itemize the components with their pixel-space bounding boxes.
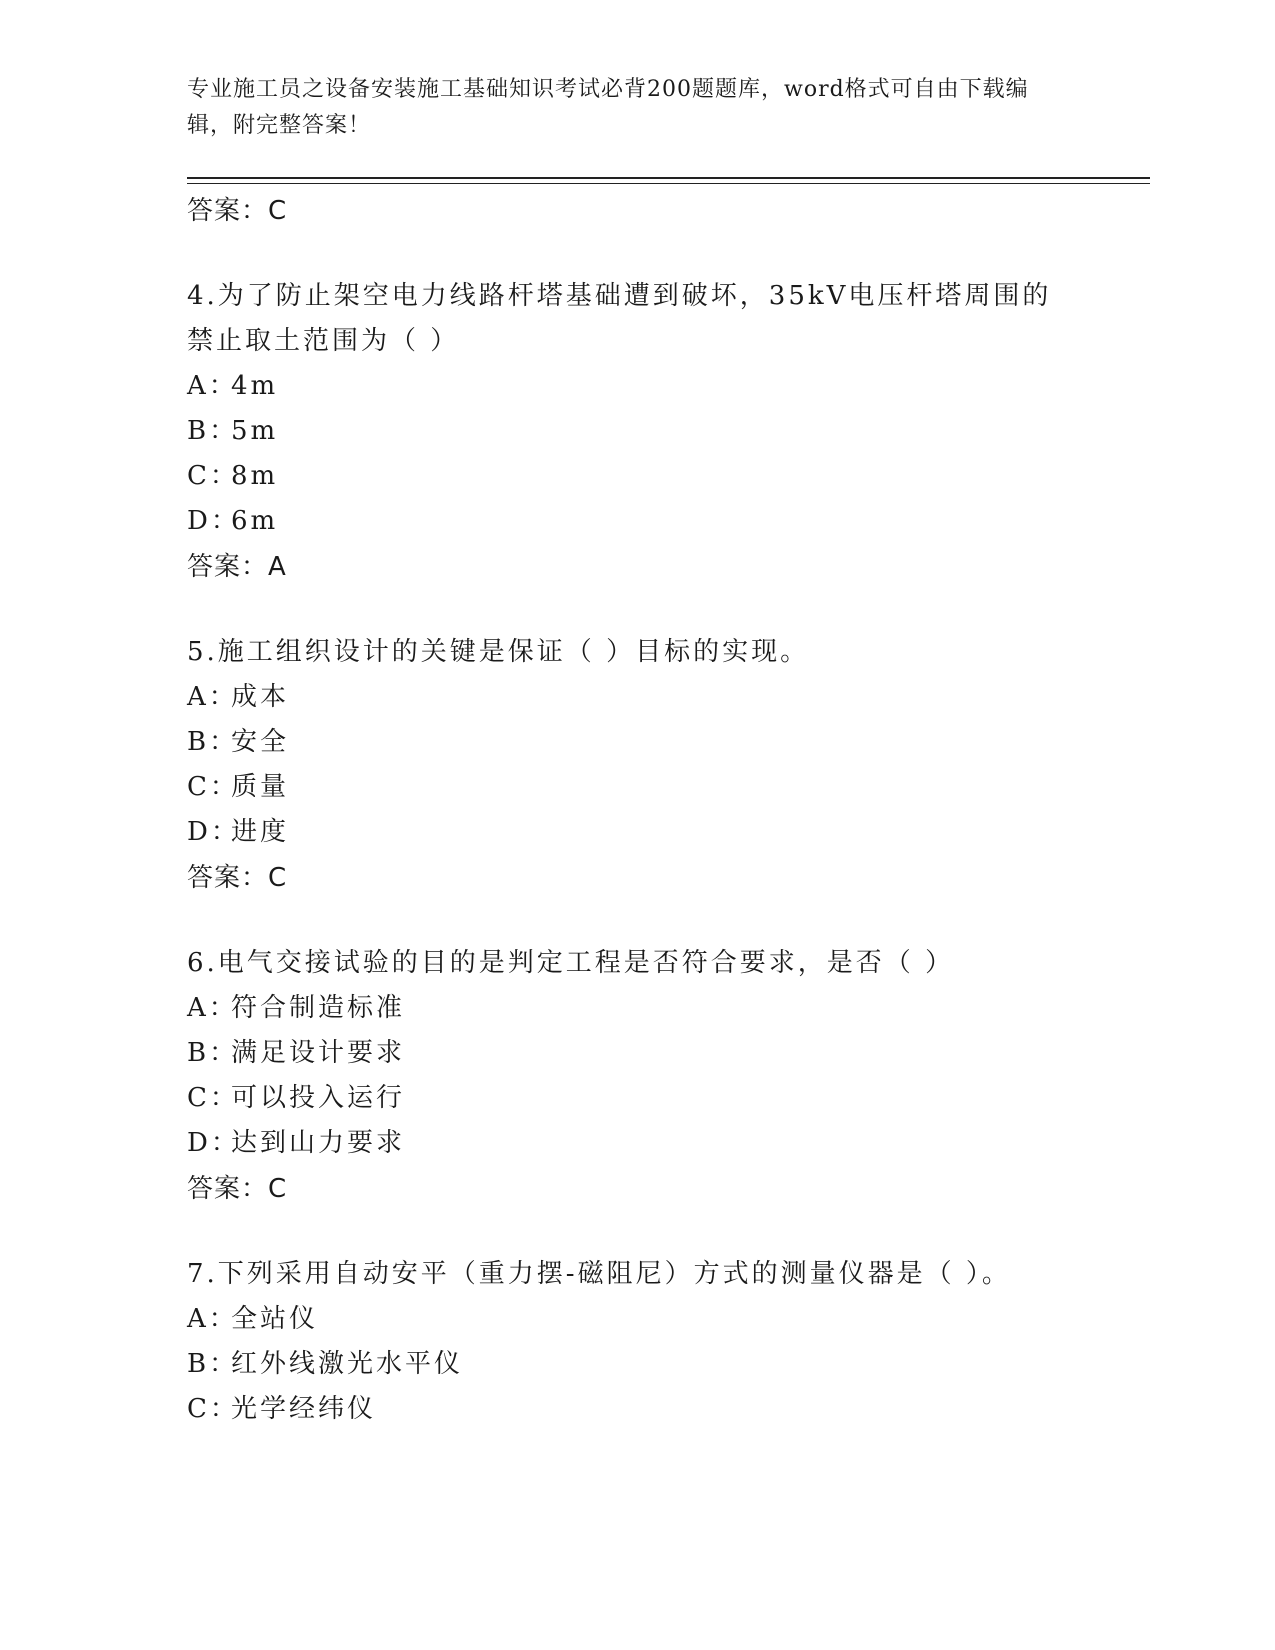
option-text: 达到山力要求 <box>231 1128 406 1158</box>
option-c <box>187 1076 1087 1121</box>
option-key: A： <box>187 1304 238 1334</box>
option-text: 成本 <box>231 682 290 712</box>
option-key: C： <box>187 772 239 802</box>
option-c <box>187 1387 1087 1432</box>
option-text: 全站仪 <box>231 1304 319 1334</box>
option-key: A： <box>187 371 238 401</box>
option-key: C： <box>187 461 239 491</box>
question-text: 5.施工组织设计的关键是保证（ ）目标的实现。 <box>187 637 810 667</box>
option-a <box>187 986 1087 1031</box>
option-text: 5m <box>231 416 279 446</box>
option-text: 红外线激光水平仪 <box>231 1349 464 1379</box>
option-text: 光学经纬仪 <box>231 1394 377 1424</box>
option-b <box>187 409 1087 454</box>
header-divider <box>187 177 1150 179</box>
option-text: 4m <box>231 371 279 401</box>
option-text: 质量 <box>231 772 290 802</box>
option-a <box>187 675 1087 720</box>
option-key: A： <box>187 682 238 712</box>
option-key: B： <box>187 727 239 757</box>
option-key: B： <box>187 1038 239 1068</box>
option-a <box>187 1297 1087 1342</box>
option-text: 6m <box>231 506 279 536</box>
header-divider-thin <box>187 183 1150 184</box>
question-text: 4.为了防止架空电力线路杆塔基础遭到破坏，35kV电压杆塔周围的禁止取土范围为（ ） <box>187 281 1052 356</box>
answer-line: 答案：A <box>187 552 287 582</box>
option-key: C： <box>187 1083 239 1113</box>
option-c <box>187 454 1087 499</box>
question-block <box>187 941 1087 1204</box>
option-key: A： <box>187 993 238 1023</box>
option-text: 可以投入运行 <box>231 1083 406 1113</box>
option-d <box>187 499 1087 544</box>
option-key: C： <box>187 1394 239 1424</box>
option-c <box>187 765 1087 810</box>
option-text: 满足设计要求 <box>231 1038 406 1068</box>
option-a <box>187 364 1087 409</box>
option-text: 进度 <box>231 817 290 847</box>
question-text: 6.电气交接试验的目的是判定工程是否符合要求，是否（ ） <box>187 948 955 978</box>
option-text: 符合制造标准 <box>231 993 406 1023</box>
document-header: 专业施工员之设备安装施工基础知识考试必背200题题库，word格式可自由下载编辑，附完整答案！ <box>187 77 1029 138</box>
answer-line: 答案：C <box>187 1174 288 1204</box>
option-key: D： <box>187 506 240 536</box>
option-key: D： <box>187 817 240 847</box>
option-key: B： <box>187 416 239 446</box>
answer-line: 答案：C <box>187 196 288 226</box>
answer-line: 答案：C <box>187 863 288 893</box>
option-b <box>187 720 1087 765</box>
question-block <box>187 274 1087 582</box>
option-b <box>187 1342 1087 1387</box>
question-block <box>187 630 1087 893</box>
question-block <box>187 1252 1087 1432</box>
option-key: B： <box>187 1349 239 1379</box>
option-text: 安全 <box>231 727 290 757</box>
document-body <box>187 192 1087 1432</box>
option-d <box>187 1121 1087 1166</box>
option-text: 8m <box>231 461 279 491</box>
option-key: D： <box>187 1128 240 1158</box>
option-b <box>187 1031 1087 1076</box>
option-d <box>187 810 1087 855</box>
question-text: 7.下列采用自动安平（重力摆-磁阻尼）方式的测量仪器是（ ）。 <box>187 1259 1011 1289</box>
